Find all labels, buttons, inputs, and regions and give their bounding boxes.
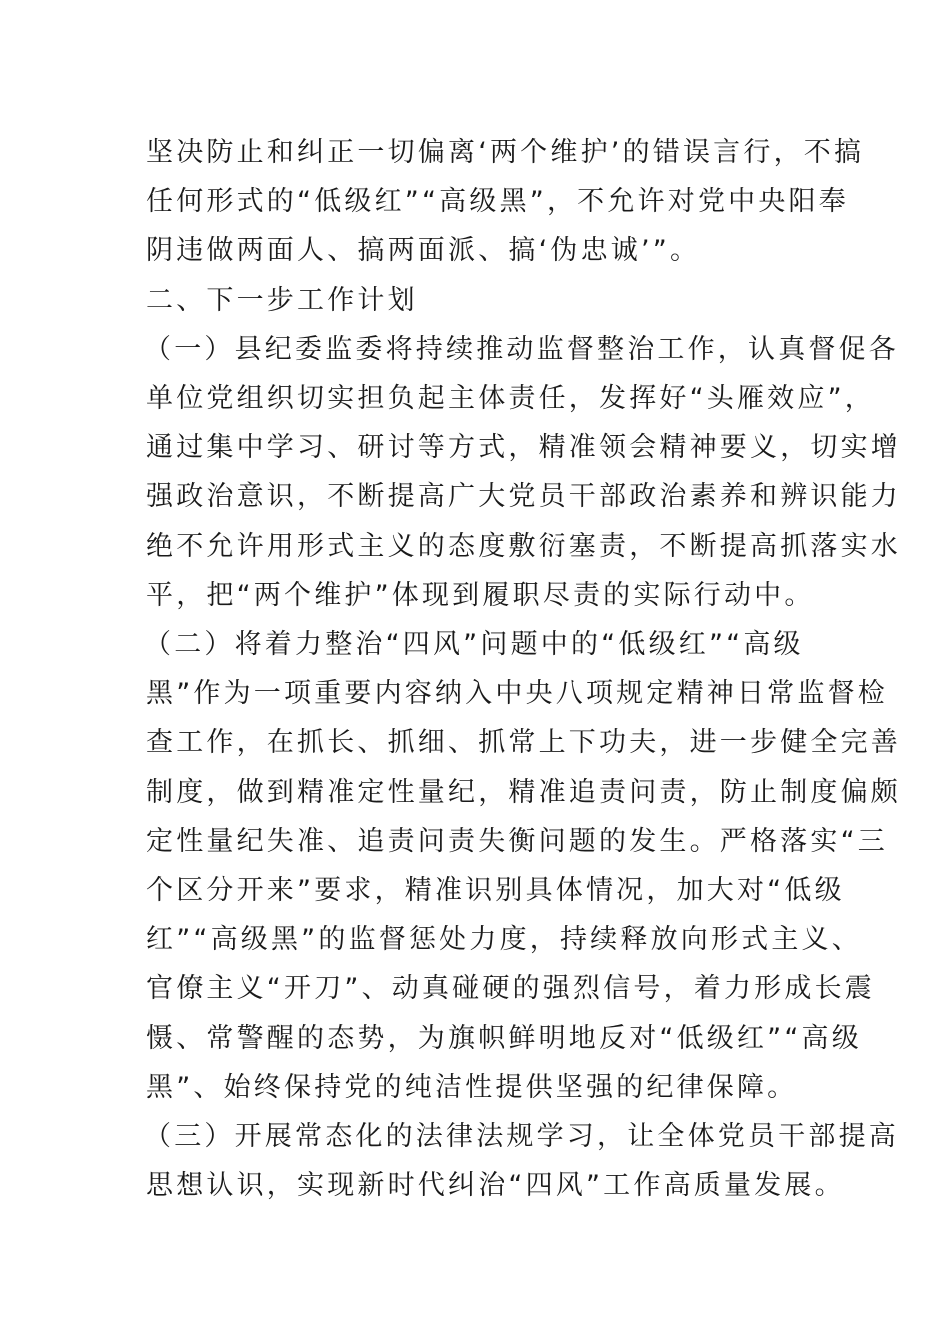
item-1-line: 单位党组织切实担负起主体责任，发挥好“头雁效应”， xyxy=(146,383,875,415)
paragraph-continuation-line: 坚决防止和纠正一切偏离‘两个维护’的错误言行，不搞 xyxy=(146,137,865,168)
item-2-line: 黑”作为一项重要内容纳入中央八项规定精神日常监督检 xyxy=(146,678,888,710)
item-2-line: （二）将着力整治“四风”问题中的“低级红”“高级 xyxy=(144,629,804,661)
item-1-line: 绝不允许用形式主义的态度敷衍塞责，不断提高抓落实水 xyxy=(146,530,901,562)
item-2-line: 慑、常警醒的态势，为旗帜鲜明地反对“低级红”“高级 xyxy=(146,1022,862,1054)
paragraph-continuation-line: 任何形式的“低级红”“高级黑”，不允许对党中央阳奉 xyxy=(146,186,849,218)
item-1-line: 平，把“两个维护”体现到履职尽责的实际行动中。 xyxy=(146,579,815,611)
item-1-line: 通过集中学习、研讨等方式，精准领会精神要义，切实增 xyxy=(146,432,901,464)
section-heading: 二、下一步工作计划 xyxy=(146,284,418,316)
item-2-line: 查工作，在抓长、抓细、抓常上下功夫，进一步健全完善 xyxy=(146,727,901,759)
document-body xyxy=(144,128,901,1210)
item-2-line: 定性量纪失准、追责问责失衡问题的发生。严格落实“三 xyxy=(146,825,888,857)
item-1-line: （一）县纪委监委将持续推动监督整治工作，认真督促各 xyxy=(144,333,899,365)
item-2-line: 个区分开来”要求，精准识别具体情况，加大对“低级 xyxy=(146,875,845,907)
item-2-line: 黑”、始终保持党的纯洁性提供坚强的纪律保障。 xyxy=(146,1071,798,1103)
item-3-line: 思想认识，实现新时代纠治“四风”工作高质量发展。 xyxy=(146,1170,845,1202)
item-2-line: 官僚主义“开刀”、动真碰硬的强烈信号，着力形成长震 xyxy=(146,973,875,1005)
item-2-line: 制度，做到精准定性量纪，精准追责问责，防止制度偏颇 xyxy=(146,776,901,808)
item-3-line: （三）开展常态化的法律法规学习，让全体党员干部提高 xyxy=(144,1121,899,1153)
item-1-line: 强政治意识，不断提高广大党员干部政治素养和辨识能力 xyxy=(146,481,901,513)
item-2-line: 红”“高级黑”的监督惩处力度，持续释放向形式主义、 xyxy=(146,924,862,956)
paragraph-continuation-line: 阴违做两面人、搞两面派、搞‘伪忠诚’”。 xyxy=(146,235,701,267)
